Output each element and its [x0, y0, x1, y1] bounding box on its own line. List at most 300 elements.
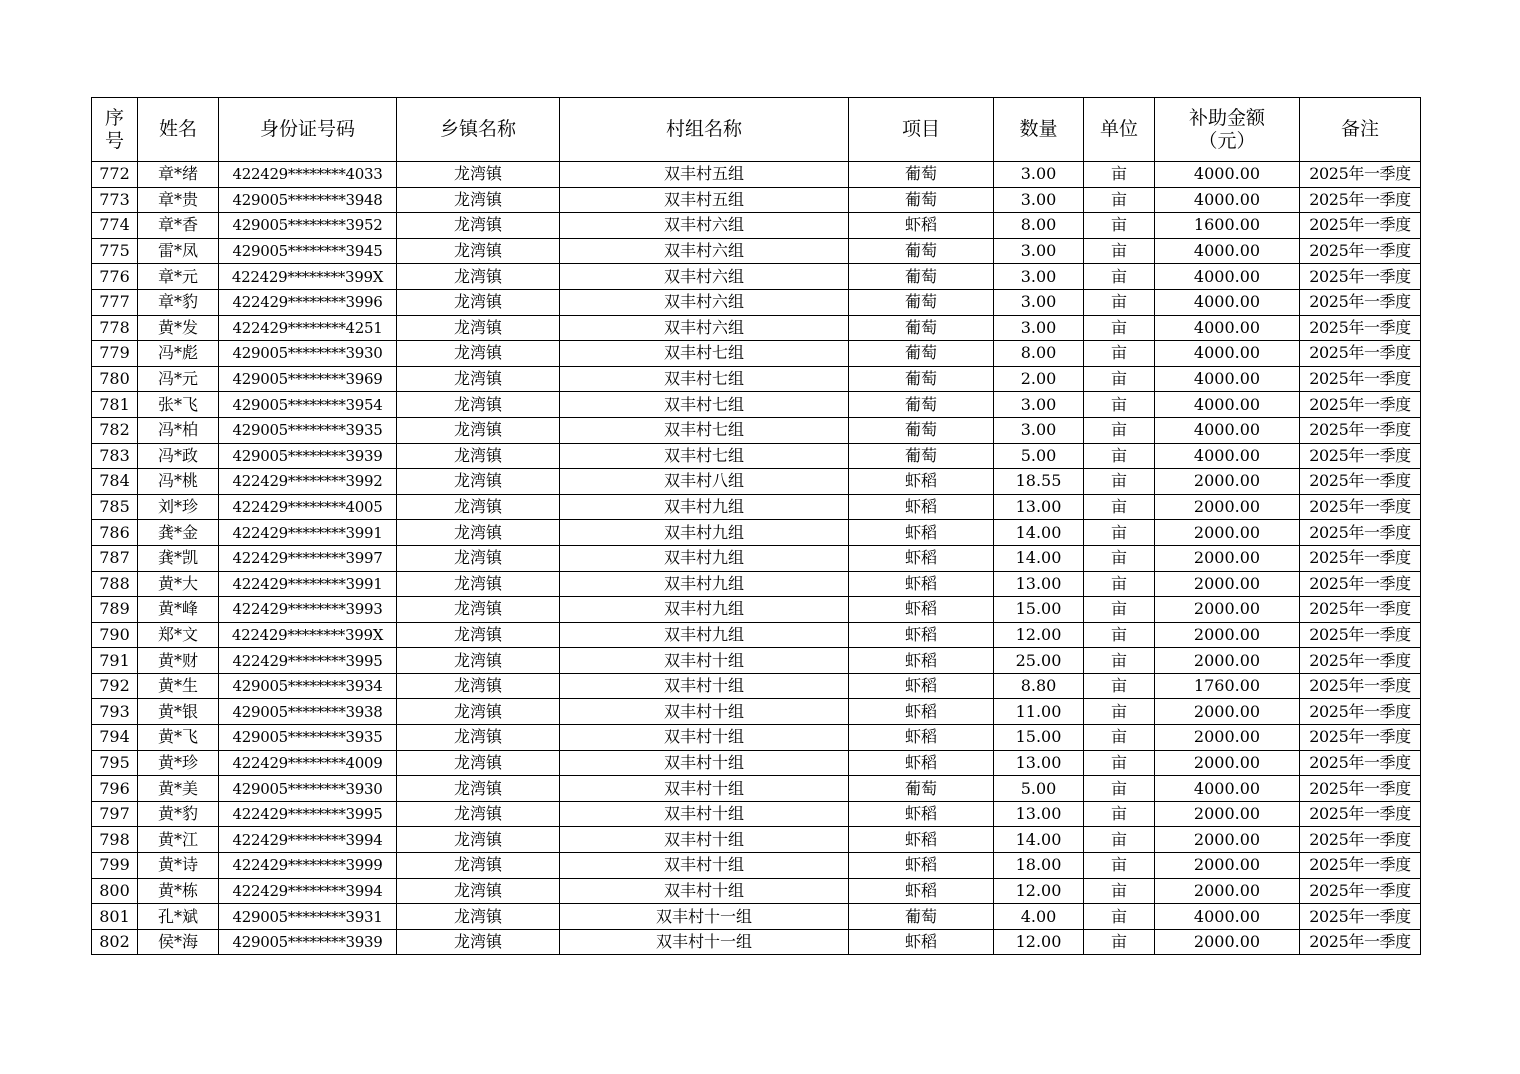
cell-name: 黄*银 [138, 699, 219, 725]
cell-subsidy-amount: 2000.00 [1155, 494, 1300, 520]
cell-note: 2025年一季度 [1300, 776, 1421, 802]
cell-subsidy-amount: 4000.00 [1155, 366, 1300, 392]
cell-id-number: 422429********3994 [219, 827, 397, 853]
cell-id-number: 422429********3995 [219, 648, 397, 674]
cell-quantity: 2.00 [994, 366, 1084, 392]
cell-unit: 亩 [1084, 315, 1155, 341]
cell-project: 葡萄 [849, 341, 994, 367]
cell-village: 双丰村六组 [560, 238, 849, 264]
cell-subsidy-amount: 4000.00 [1155, 392, 1300, 418]
cell-project: 虾稻 [849, 929, 994, 955]
cell-id-number: 422429********3994 [219, 878, 397, 904]
table-row [92, 443, 1421, 469]
cell-id-number: 429005********3935 [219, 417, 397, 443]
cell-quantity: 18.55 [994, 469, 1084, 495]
cell-unit: 亩 [1084, 904, 1155, 930]
cell-unit: 亩 [1084, 341, 1155, 367]
cell-village: 双丰村六组 [560, 315, 849, 341]
cell-quantity: 4.00 [994, 904, 1084, 930]
cell-name: 黄*财 [138, 648, 219, 674]
cell-village: 双丰村九组 [560, 571, 849, 597]
table-row [92, 520, 1421, 546]
cell-name: 黄*栋 [138, 878, 219, 904]
cell-village: 双丰村十组 [560, 648, 849, 674]
cell-id-number: 422429********3997 [219, 545, 397, 571]
table-row [92, 366, 1421, 392]
cell-name: 黄*诗 [138, 853, 219, 879]
table-row [92, 904, 1421, 930]
cell-unit: 亩 [1084, 289, 1155, 315]
cell-project: 虾稻 [849, 494, 994, 520]
cell-seq: 784 [92, 469, 138, 495]
cell-quantity: 14.00 [994, 520, 1084, 546]
cell-village: 双丰村十组 [560, 776, 849, 802]
cell-name: 黄*珍 [138, 750, 219, 776]
cell-note: 2025年一季度 [1300, 545, 1421, 571]
cell-unit: 亩 [1084, 238, 1155, 264]
cell-unit: 亩 [1084, 725, 1155, 751]
cell-id-number: 429005********3938 [219, 699, 397, 725]
cell-id-number: 429005********3948 [219, 187, 397, 213]
cell-quantity: 3.00 [994, 417, 1084, 443]
cell-name: 张*飞 [138, 392, 219, 418]
cell-name: 黄*飞 [138, 725, 219, 751]
cell-project: 虾稻 [849, 597, 994, 623]
cell-project: 葡萄 [849, 238, 994, 264]
cell-subsidy-amount: 2000.00 [1155, 827, 1300, 853]
cell-unit: 亩 [1084, 801, 1155, 827]
cell-id-number: 422429********3991 [219, 520, 397, 546]
cell-id-number: 422429********3993 [219, 597, 397, 623]
cell-project: 虾稻 [849, 545, 994, 571]
cell-subsidy-amount: 4000.00 [1155, 341, 1300, 367]
cell-subsidy-amount: 2000.00 [1155, 750, 1300, 776]
cell-town: 龙湾镇 [397, 366, 560, 392]
cell-village: 双丰村七组 [560, 366, 849, 392]
cell-note: 2025年一季度 [1300, 699, 1421, 725]
cell-seq: 780 [92, 366, 138, 392]
cell-quantity: 3.00 [994, 289, 1084, 315]
cell-unit: 亩 [1084, 853, 1155, 879]
cell-unit: 亩 [1084, 443, 1155, 469]
cell-subsidy-amount: 2000.00 [1155, 545, 1300, 571]
cell-quantity: 13.00 [994, 571, 1084, 597]
cell-subsidy-amount: 4000.00 [1155, 289, 1300, 315]
cell-id-number: 422429********3996 [219, 289, 397, 315]
cell-quantity: 12.00 [994, 929, 1084, 955]
cell-project: 虾稻 [849, 750, 994, 776]
header-seq [92, 98, 138, 162]
cell-subsidy-amount: 2000.00 [1155, 929, 1300, 955]
table-row [92, 238, 1421, 264]
cell-subsidy-amount: 1760.00 [1155, 673, 1300, 699]
cell-name: 刘*珍 [138, 494, 219, 520]
cell-note: 2025年一季度 [1300, 443, 1421, 469]
cell-quantity: 3.00 [994, 238, 1084, 264]
cell-unit: 亩 [1084, 776, 1155, 802]
cell-seq: 778 [92, 315, 138, 341]
cell-id-number: 429005********3934 [219, 673, 397, 699]
cell-project: 虾稻 [849, 827, 994, 853]
table-row [92, 187, 1421, 213]
cell-note: 2025年一季度 [1300, 162, 1421, 188]
table-body [92, 162, 1421, 955]
table-row [92, 571, 1421, 597]
header-id-number: 身份证号码 [219, 98, 397, 162]
cell-project: 虾稻 [849, 469, 994, 495]
cell-unit: 亩 [1084, 571, 1155, 597]
cell-quantity: 15.00 [994, 725, 1084, 751]
cell-project: 虾稻 [849, 853, 994, 879]
cell-town: 龙湾镇 [397, 699, 560, 725]
table-row [92, 725, 1421, 751]
cell-town: 龙湾镇 [397, 622, 560, 648]
cell-name: 龚*凯 [138, 545, 219, 571]
cell-subsidy-amount: 1600.00 [1155, 213, 1300, 239]
cell-unit: 亩 [1084, 264, 1155, 290]
cell-id-number: 422429********3995 [219, 801, 397, 827]
cell-seq: 791 [92, 648, 138, 674]
cell-seq: 790 [92, 622, 138, 648]
cell-name: 章*贵 [138, 187, 219, 213]
cell-note: 2025年一季度 [1300, 520, 1421, 546]
cell-seq: 785 [92, 494, 138, 520]
cell-quantity: 3.00 [994, 315, 1084, 341]
cell-village: 双丰村十组 [560, 750, 849, 776]
cell-seq: 783 [92, 443, 138, 469]
cell-village: 双丰村七组 [560, 417, 849, 443]
cell-note: 2025年一季度 [1300, 801, 1421, 827]
header-subsidy [1155, 98, 1300, 162]
cell-project: 葡萄 [849, 443, 994, 469]
cell-village: 双丰村十组 [560, 853, 849, 879]
cell-village: 双丰村九组 [560, 597, 849, 623]
cell-town: 龙湾镇 [397, 571, 560, 597]
cell-project: 葡萄 [849, 264, 994, 290]
cell-unit: 亩 [1084, 597, 1155, 623]
cell-town: 龙湾镇 [397, 392, 560, 418]
cell-project: 虾稻 [849, 699, 994, 725]
cell-subsidy-amount: 4000.00 [1155, 776, 1300, 802]
cell-id-number: 429005********3939 [219, 929, 397, 955]
cell-seq: 786 [92, 520, 138, 546]
cell-note: 2025年一季度 [1300, 366, 1421, 392]
cell-town: 龙湾镇 [397, 187, 560, 213]
cell-village: 双丰村七组 [560, 443, 849, 469]
cell-unit: 亩 [1084, 162, 1155, 188]
cell-name: 黄*豹 [138, 801, 219, 827]
cell-subsidy-amount: 4000.00 [1155, 417, 1300, 443]
header-note: 备注 [1300, 98, 1421, 162]
cell-seq: 792 [92, 673, 138, 699]
table-row [92, 213, 1421, 239]
cell-unit: 亩 [1084, 878, 1155, 904]
table-row [92, 878, 1421, 904]
cell-note: 2025年一季度 [1300, 392, 1421, 418]
cell-unit: 亩 [1084, 520, 1155, 546]
cell-quantity: 12.00 [994, 622, 1084, 648]
cell-town: 龙湾镇 [397, 673, 560, 699]
cell-project: 虾稻 [849, 725, 994, 751]
cell-seq: 777 [92, 289, 138, 315]
cell-project: 虾稻 [849, 673, 994, 699]
cell-town: 龙湾镇 [397, 904, 560, 930]
cell-town: 龙湾镇 [397, 827, 560, 853]
table-row [92, 289, 1421, 315]
cell-quantity: 12.00 [994, 878, 1084, 904]
cell-seq: 798 [92, 827, 138, 853]
cell-subsidy-amount: 4000.00 [1155, 187, 1300, 213]
cell-village: 双丰村六组 [560, 264, 849, 290]
cell-name: 冯*彪 [138, 341, 219, 367]
cell-seq: 782 [92, 417, 138, 443]
table-row [92, 750, 1421, 776]
table-row [92, 545, 1421, 571]
cell-village: 双丰村十一组 [560, 929, 849, 955]
table-row [92, 417, 1421, 443]
cell-village: 双丰村九组 [560, 622, 849, 648]
cell-id-number: 422429********4005 [219, 494, 397, 520]
header-seq-line2: 号 [104, 129, 124, 152]
cell-quantity: 8.00 [994, 213, 1084, 239]
cell-id-number: 429005********3969 [219, 366, 397, 392]
cell-village: 双丰村九组 [560, 520, 849, 546]
cell-subsidy-amount: 2000.00 [1155, 622, 1300, 648]
cell-id-number: 422429********4009 [219, 750, 397, 776]
cell-unit: 亩 [1084, 392, 1155, 418]
cell-town: 龙湾镇 [397, 289, 560, 315]
table-row [92, 341, 1421, 367]
cell-project: 葡萄 [849, 315, 994, 341]
cell-quantity: 3.00 [994, 187, 1084, 213]
cell-village: 双丰村七组 [560, 341, 849, 367]
cell-project: 葡萄 [849, 904, 994, 930]
cell-quantity: 3.00 [994, 264, 1084, 290]
cell-subsidy-amount: 4000.00 [1155, 162, 1300, 188]
cell-id-number: 429005********3931 [219, 904, 397, 930]
cell-town: 龙湾镇 [397, 162, 560, 188]
cell-subsidy-amount: 2000.00 [1155, 801, 1300, 827]
cell-note: 2025年一季度 [1300, 725, 1421, 751]
subsidy-table [91, 97, 1421, 955]
cell-village: 双丰村十一组 [560, 904, 849, 930]
cell-quantity: 18.00 [994, 853, 1084, 879]
cell-quantity: 8.80 [994, 673, 1084, 699]
cell-note: 2025年一季度 [1300, 238, 1421, 264]
cell-seq: 776 [92, 264, 138, 290]
cell-seq: 799 [92, 853, 138, 879]
cell-town: 龙湾镇 [397, 469, 560, 495]
header-unit: 单位 [1084, 98, 1155, 162]
cell-note: 2025年一季度 [1300, 417, 1421, 443]
cell-town: 龙湾镇 [397, 725, 560, 751]
table-row [92, 801, 1421, 827]
cell-note: 2025年一季度 [1300, 264, 1421, 290]
cell-town: 龙湾镇 [397, 545, 560, 571]
cell-seq: 788 [92, 571, 138, 597]
cell-town: 龙湾镇 [397, 801, 560, 827]
cell-quantity: 15.00 [994, 597, 1084, 623]
table-row [92, 776, 1421, 802]
cell-village: 双丰村五组 [560, 162, 849, 188]
cell-subsidy-amount: 4000.00 [1155, 264, 1300, 290]
cell-name: 章*绪 [138, 162, 219, 188]
cell-project: 虾稻 [849, 878, 994, 904]
cell-name: 黄*大 [138, 571, 219, 597]
header-town: 乡镇名称 [397, 98, 560, 162]
header-subsidy-line2: （元） [1198, 129, 1256, 152]
cell-id-number: 429005********3952 [219, 213, 397, 239]
table-row [92, 494, 1421, 520]
table-row [92, 264, 1421, 290]
table-row [92, 622, 1421, 648]
header-project: 项目 [849, 98, 994, 162]
cell-town: 龙湾镇 [397, 443, 560, 469]
cell-note: 2025年一季度 [1300, 853, 1421, 879]
cell-unit: 亩 [1084, 366, 1155, 392]
header-seq-line1: 序 [104, 106, 124, 129]
cell-seq: 775 [92, 238, 138, 264]
cell-unit: 亩 [1084, 929, 1155, 955]
cell-village: 双丰村六组 [560, 213, 849, 239]
cell-town: 龙湾镇 [397, 853, 560, 879]
cell-project: 葡萄 [849, 392, 994, 418]
cell-town: 龙湾镇 [397, 315, 560, 341]
cell-village: 双丰村十组 [560, 725, 849, 751]
cell-village: 双丰村十组 [560, 673, 849, 699]
table-row [92, 162, 1421, 188]
cell-subsidy-amount: 2000.00 [1155, 878, 1300, 904]
cell-name: 冯*桃 [138, 469, 219, 495]
cell-id-number: 429005********3930 [219, 776, 397, 802]
cell-id-number: 422429********3992 [219, 469, 397, 495]
cell-project: 虾稻 [849, 520, 994, 546]
cell-seq: 797 [92, 801, 138, 827]
cell-unit: 亩 [1084, 213, 1155, 239]
cell-name: 章*元 [138, 264, 219, 290]
cell-village: 双丰村九组 [560, 545, 849, 571]
cell-town: 龙湾镇 [397, 494, 560, 520]
cell-town: 龙湾镇 [397, 929, 560, 955]
cell-town: 龙湾镇 [397, 213, 560, 239]
cell-unit: 亩 [1084, 699, 1155, 725]
cell-town: 龙湾镇 [397, 648, 560, 674]
cell-subsidy-amount: 4000.00 [1155, 238, 1300, 264]
cell-name: 黄*生 [138, 673, 219, 699]
cell-subsidy-amount: 4000.00 [1155, 904, 1300, 930]
cell-quantity: 11.00 [994, 699, 1084, 725]
cell-subsidy-amount: 2000.00 [1155, 699, 1300, 725]
table-row [92, 929, 1421, 955]
cell-quantity: 13.00 [994, 750, 1084, 776]
cell-unit: 亩 [1084, 622, 1155, 648]
cell-subsidy-amount: 2000.00 [1155, 853, 1300, 879]
cell-seq: 773 [92, 187, 138, 213]
cell-name: 章*豹 [138, 289, 219, 315]
cell-seq: 802 [92, 929, 138, 955]
cell-village: 双丰村六组 [560, 289, 849, 315]
cell-village: 双丰村九组 [560, 494, 849, 520]
cell-unit: 亩 [1084, 494, 1155, 520]
cell-id-number: 429005********3935 [219, 725, 397, 751]
cell-quantity: 25.00 [994, 648, 1084, 674]
cell-project: 虾稻 [849, 622, 994, 648]
cell-note: 2025年一季度 [1300, 827, 1421, 853]
cell-note: 2025年一季度 [1300, 750, 1421, 776]
cell-seq: 793 [92, 699, 138, 725]
table-row [92, 392, 1421, 418]
cell-project: 虾稻 [849, 571, 994, 597]
cell-id-number: 429005********3945 [219, 238, 397, 264]
cell-note: 2025年一季度 [1300, 315, 1421, 341]
cell-village: 双丰村十组 [560, 699, 849, 725]
cell-town: 龙湾镇 [397, 520, 560, 546]
cell-unit: 亩 [1084, 469, 1155, 495]
cell-seq: 795 [92, 750, 138, 776]
cell-note: 2025年一季度 [1300, 904, 1421, 930]
cell-id-number: 422429********399X [219, 622, 397, 648]
cell-quantity: 14.00 [994, 545, 1084, 571]
cell-note: 2025年一季度 [1300, 213, 1421, 239]
cell-note: 2025年一季度 [1300, 187, 1421, 213]
cell-id-number: 422429********4251 [219, 315, 397, 341]
cell-note: 2025年一季度 [1300, 571, 1421, 597]
cell-subsidy-amount: 2000.00 [1155, 597, 1300, 623]
cell-id-number: 422429********3991 [219, 571, 397, 597]
cell-project: 葡萄 [849, 289, 994, 315]
cell-id-number: 429005********3939 [219, 443, 397, 469]
cell-seq: 787 [92, 545, 138, 571]
cell-subsidy-amount: 2000.00 [1155, 469, 1300, 495]
cell-village: 双丰村七组 [560, 392, 849, 418]
header-subsidy-line1: 补助金额 [1188, 106, 1265, 129]
header-village: 村组名称 [560, 98, 849, 162]
cell-note: 2025年一季度 [1300, 341, 1421, 367]
cell-note: 2025年一季度 [1300, 673, 1421, 699]
cell-id-number: 429005********3930 [219, 341, 397, 367]
table-row [92, 673, 1421, 699]
cell-seq: 779 [92, 341, 138, 367]
cell-project: 葡萄 [849, 417, 994, 443]
header-name: 姓名 [138, 98, 219, 162]
table-row [92, 315, 1421, 341]
table-row [92, 597, 1421, 623]
cell-name: 侯*海 [138, 929, 219, 955]
cell-quantity: 13.00 [994, 494, 1084, 520]
cell-note: 2025年一季度 [1300, 597, 1421, 623]
cell-unit: 亩 [1084, 827, 1155, 853]
cell-note: 2025年一季度 [1300, 622, 1421, 648]
cell-name: 黄*峰 [138, 597, 219, 623]
cell-name: 冯*政 [138, 443, 219, 469]
cell-project: 虾稻 [849, 648, 994, 674]
cell-name: 冯*柏 [138, 417, 219, 443]
cell-unit: 亩 [1084, 750, 1155, 776]
cell-note: 2025年一季度 [1300, 469, 1421, 495]
cell-id-number: 422429********3999 [219, 853, 397, 879]
cell-quantity: 3.00 [994, 162, 1084, 188]
header-quantity: 数量 [994, 98, 1084, 162]
cell-quantity: 14.00 [994, 827, 1084, 853]
cell-subsidy-amount: 2000.00 [1155, 520, 1300, 546]
cell-subsidy-amount: 2000.00 [1155, 571, 1300, 597]
cell-seq: 801 [92, 904, 138, 930]
cell-note: 2025年一季度 [1300, 494, 1421, 520]
cell-subsidy-amount: 4000.00 [1155, 315, 1300, 341]
cell-note: 2025年一季度 [1300, 289, 1421, 315]
cell-subsidy-amount: 2000.00 [1155, 648, 1300, 674]
cell-town: 龙湾镇 [397, 776, 560, 802]
